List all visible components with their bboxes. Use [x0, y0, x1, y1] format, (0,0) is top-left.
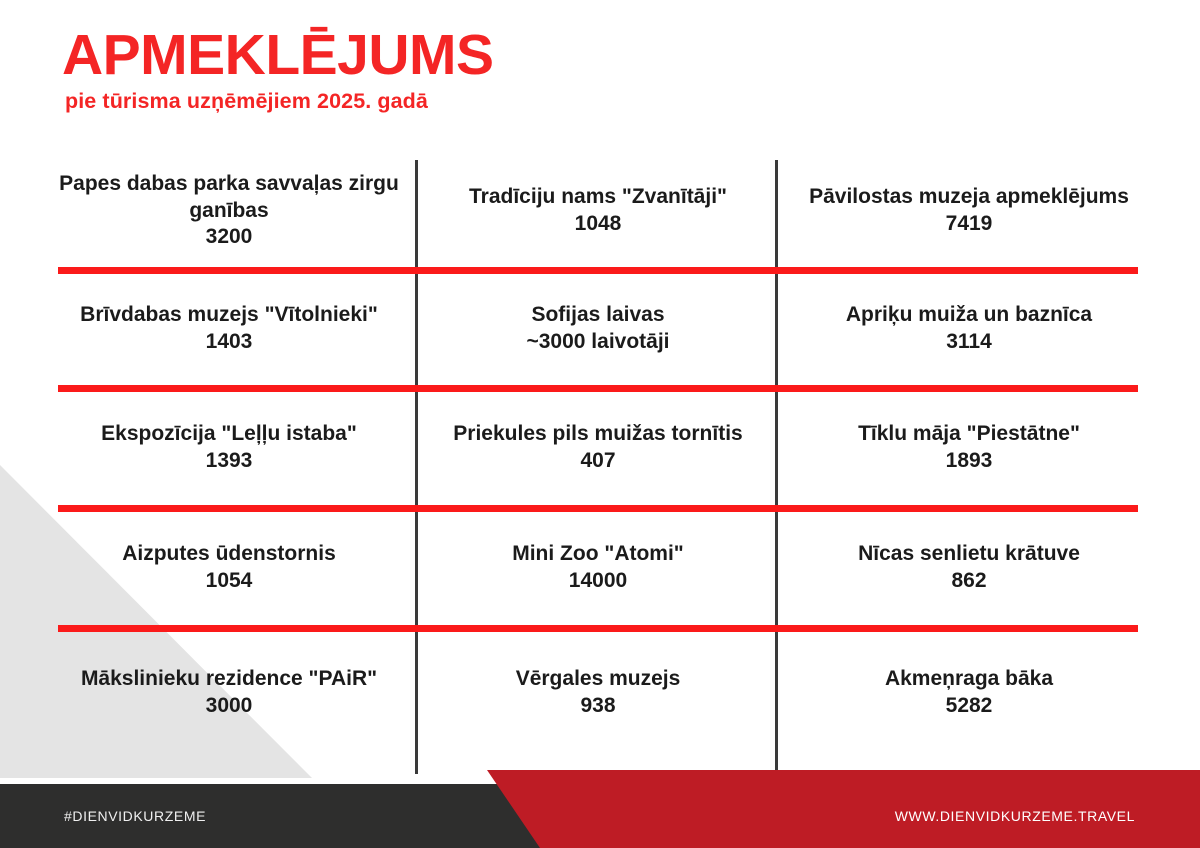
entry-name: Akmeņraga bāka: [884, 667, 1054, 691]
entry-value: 1048: [574, 212, 622, 235]
table-cell: [778, 388, 1160, 508]
table-cell: [418, 388, 778, 508]
footer: [0, 762, 1200, 848]
table-cell: [40, 628, 418, 758]
table-cell: [40, 508, 418, 628]
table-cell: [40, 270, 418, 388]
entry-name: Aizputes ūdenstornis: [122, 542, 336, 566]
entry-value: 1893: [945, 449, 993, 472]
entry-value: 407: [580, 449, 616, 472]
column-divider-left: [415, 160, 418, 774]
row-separator-3: [58, 505, 1138, 512]
entry-name: Nīcas senlietu krātuve: [858, 542, 1080, 566]
entry-name: Ekspozīcija "Leļļu istaba": [101, 422, 357, 446]
entry-value: 7419: [945, 212, 993, 235]
entry-value: 1403: [205, 330, 253, 353]
page-title: APMEKLĒJUMS: [62, 23, 494, 87]
table-cell: [40, 152, 418, 270]
table-row: [40, 270, 1160, 388]
table-cell: [778, 508, 1160, 628]
table-row: [40, 628, 1160, 758]
entry-value: 14000: [568, 569, 628, 592]
footer-hashtag: #DIENVIDKURZEME: [64, 808, 207, 824]
entry-name: Vērgales muzejs: [515, 667, 681, 691]
table-row: [40, 152, 1160, 270]
table-row: [40, 508, 1160, 628]
entry-name: Pāvilostas muzeja apmeklējums: [809, 185, 1129, 209]
entry-name: Priekules pils muižas tornītis: [453, 422, 743, 446]
row-separator-4: [58, 625, 1138, 632]
visitors-table: [40, 152, 1160, 758]
table-cell: [418, 628, 778, 758]
entry-name: Apriķu muiža un baznīca: [845, 303, 1093, 327]
table-row: [40, 388, 1160, 508]
entry-name: Papes dabas parka savvaļas zirgu ganības: [59, 171, 399, 222]
header: [62, 23, 494, 114]
entry-value: ~3000 laivotāji: [526, 330, 670, 353]
table-cell: [778, 628, 1160, 758]
entry-name: Brīvdabas muzejs "Vītolnieki": [80, 303, 378, 327]
entry-value: 938: [580, 694, 616, 717]
row-separator-2: [58, 385, 1138, 392]
table-cell: [778, 270, 1160, 388]
entry-value: 862: [951, 569, 987, 592]
entry-name: Sofijas laivas: [531, 303, 665, 327]
entry-value: 5282: [945, 694, 993, 717]
column-divider-right: [775, 160, 778, 774]
entry-value: 1393: [205, 449, 253, 472]
entry-name: Tradīciju nams "Zvanītāji": [469, 185, 727, 209]
entry-value: 1054: [205, 569, 253, 592]
table-cell: [418, 508, 778, 628]
entry-name: Mini Zoo "Atomi": [512, 542, 684, 566]
table-cell: [418, 152, 778, 270]
entry-name: Tīklu māja "Piestātne": [858, 422, 1080, 446]
page-subtitle: pie tūrisma uzņēmējiem 2025. gadā: [65, 89, 428, 114]
footer-website[interactable]: WWW.DIENVIDKURZEME.TRAVEL: [894, 808, 1135, 824]
entry-value: 3000: [205, 694, 253, 717]
table-cell: [418, 270, 778, 388]
entry-value: 3200: [205, 225, 253, 249]
table-cell: [778, 152, 1160, 270]
entry-value: 3114: [946, 330, 992, 353]
row-separator-1: [58, 267, 1138, 274]
table-cell: [40, 388, 418, 508]
entry-name: Mākslinieku rezidence "PAiR": [80, 667, 378, 691]
